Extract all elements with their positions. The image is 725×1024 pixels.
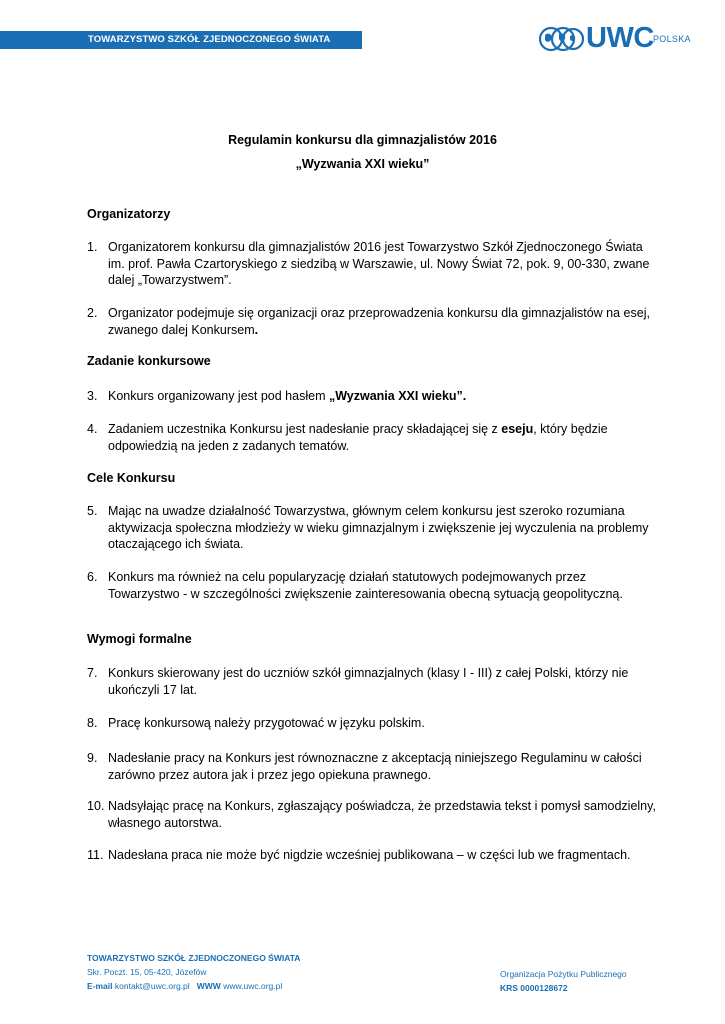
item-number: 6. — [87, 570, 98, 584]
list-item — [87, 750, 657, 783]
item-text: Organizatorem konkursu dla gimnazjalistów 2016 jest Towarzystwo Szkół Zjednoczonego Świata im. prof. Pawła Czartoryskiego z siedzibą w Warszawie, ul. Nowy Świat 72, pok. 9, 00-330, zwane dalej „Towarzystwem”. — [108, 240, 650, 287]
list-item — [87, 665, 657, 698]
uwc-logo — [539, 22, 699, 56]
item-number: 2. — [87, 306, 98, 320]
item-number: 10. — [87, 799, 105, 813]
item-text: Nadesłanie pracy na Konkurs jest równoznaczne z akceptacją niniejszego Regulaminu w całości zarówno przez autora jak i przez jego opiekuna prawnego. — [108, 751, 642, 782]
item-text: Mając na uwadze działalność Towarzystwa, głównym celem konkursu jest szeroko rozumiana aktywizacja społeczna młodzieży w wieku gimnazjalnym i zwiększenie jej wyczulenia na problemy otaczającego ich świata. — [108, 504, 649, 551]
footer-org-name: TOWARZYSTWO SZKÓŁ ZJEDNOCZONEGO ŚWIATA — [87, 953, 301, 963]
item-text-part: , który będzie odpowiedzią na jeden z zadanych tematów. — [108, 422, 608, 453]
list-item — [87, 847, 657, 864]
item-text — [108, 421, 657, 454]
section-heading: Zadanie konkursowe — [87, 354, 211, 368]
list-item — [87, 239, 657, 289]
list-item — [87, 715, 657, 732]
list-item — [87, 798, 657, 831]
item-text-part: Konkurs organizowany jest pod hasłem — [108, 389, 329, 403]
logo-wordmark: UWC — [586, 22, 654, 54]
item-number: 11. — [87, 848, 104, 862]
item-number: 7. — [87, 666, 98, 680]
logo-subtitle: POLSKA — [653, 34, 691, 44]
section-heading: Cele Konkursu — [87, 471, 176, 485]
item-text-bold: „Wyzwania XXI wieku”. — [328, 389, 467, 403]
item-text: Pracę konkursową należy przygotować w języku polskim. — [108, 716, 425, 730]
list-item — [87, 305, 657, 338]
item-number: 9. — [87, 751, 98, 765]
item-number: 8. — [87, 716, 98, 730]
header-banner — [0, 31, 362, 49]
item-number: 1. — [87, 240, 98, 254]
item-text — [108, 388, 657, 405]
item-text: Nadsyłając pracę na Konkurs, zgłaszający poświadcza, że przedstawia tekst i pomysł samodzielny, własnego autorstwa. — [108, 799, 656, 830]
footer-opp: Organizacja Pożytku Publicznego — [500, 969, 627, 979]
item-text-bold: . — [254, 322, 259, 337]
www-label: WWW — [196, 981, 221, 991]
header-org-name: TOWARZYSTWO SZKÓŁ ZJEDNOCZONEGO ŚWIATA — [88, 34, 331, 45]
list-item — [87, 421, 657, 454]
document-subtitle: „Wyzwania XXI wieku” — [295, 157, 430, 171]
item-number: 4. — [87, 422, 98, 436]
footer-contact — [87, 981, 282, 991]
item-text: Konkurs skierowany jest do uczniów szkół gimnazjalnych (klasy I - III) z całej Polski, którzy nie ukończyli 17 lat. — [108, 666, 629, 697]
globe-rings-icon — [539, 25, 585, 53]
item-text-bold: eseju — [501, 422, 534, 436]
item-text-part: Zadaniem uczestnika Konkursu jest nadesłanie pracy składającej się z — [108, 422, 502, 436]
section-heading: Organizatorzy — [87, 207, 171, 221]
email-link[interactable]: kontakt@uwc.org.pl — [114, 981, 190, 991]
list-item — [87, 569, 657, 602]
section-heading: Wymogi formalne — [87, 632, 192, 646]
footer-krs: KRS 0000128672 — [500, 983, 568, 993]
email-label: E-mail — [87, 981, 113, 991]
item-text — [108, 305, 657, 338]
item-number: 5. — [87, 504, 98, 518]
item-number: 3. — [87, 389, 98, 403]
www-link[interactable]: www.uwc.org.pl — [223, 981, 283, 991]
document-title: Regulamin konkursu dla gimnazjalistów 2016 — [228, 133, 497, 147]
list-item — [87, 388, 657, 405]
item-text: Konkurs ma również na celu popularyzację działań statutowych podejmowanych przez Towarzystwo - w szczególności zwiększenie zainteresowania obecną sytuacją geopolityczną. — [108, 570, 623, 601]
footer-address: Skr. Poczt. 15, 05-420, Józefów — [87, 967, 207, 977]
list-item — [87, 503, 657, 553]
item-text: Nadesłana praca nie może być nigdzie wcześniej publikowana – w części lub we fragmentach. — [108, 848, 631, 862]
item-text-part: Organizator podejmuje się organizacji oraz przeprowadzenia konkursu dla gimnazjalistów na esej, zwanego dalej Konkursem — [108, 306, 650, 337]
